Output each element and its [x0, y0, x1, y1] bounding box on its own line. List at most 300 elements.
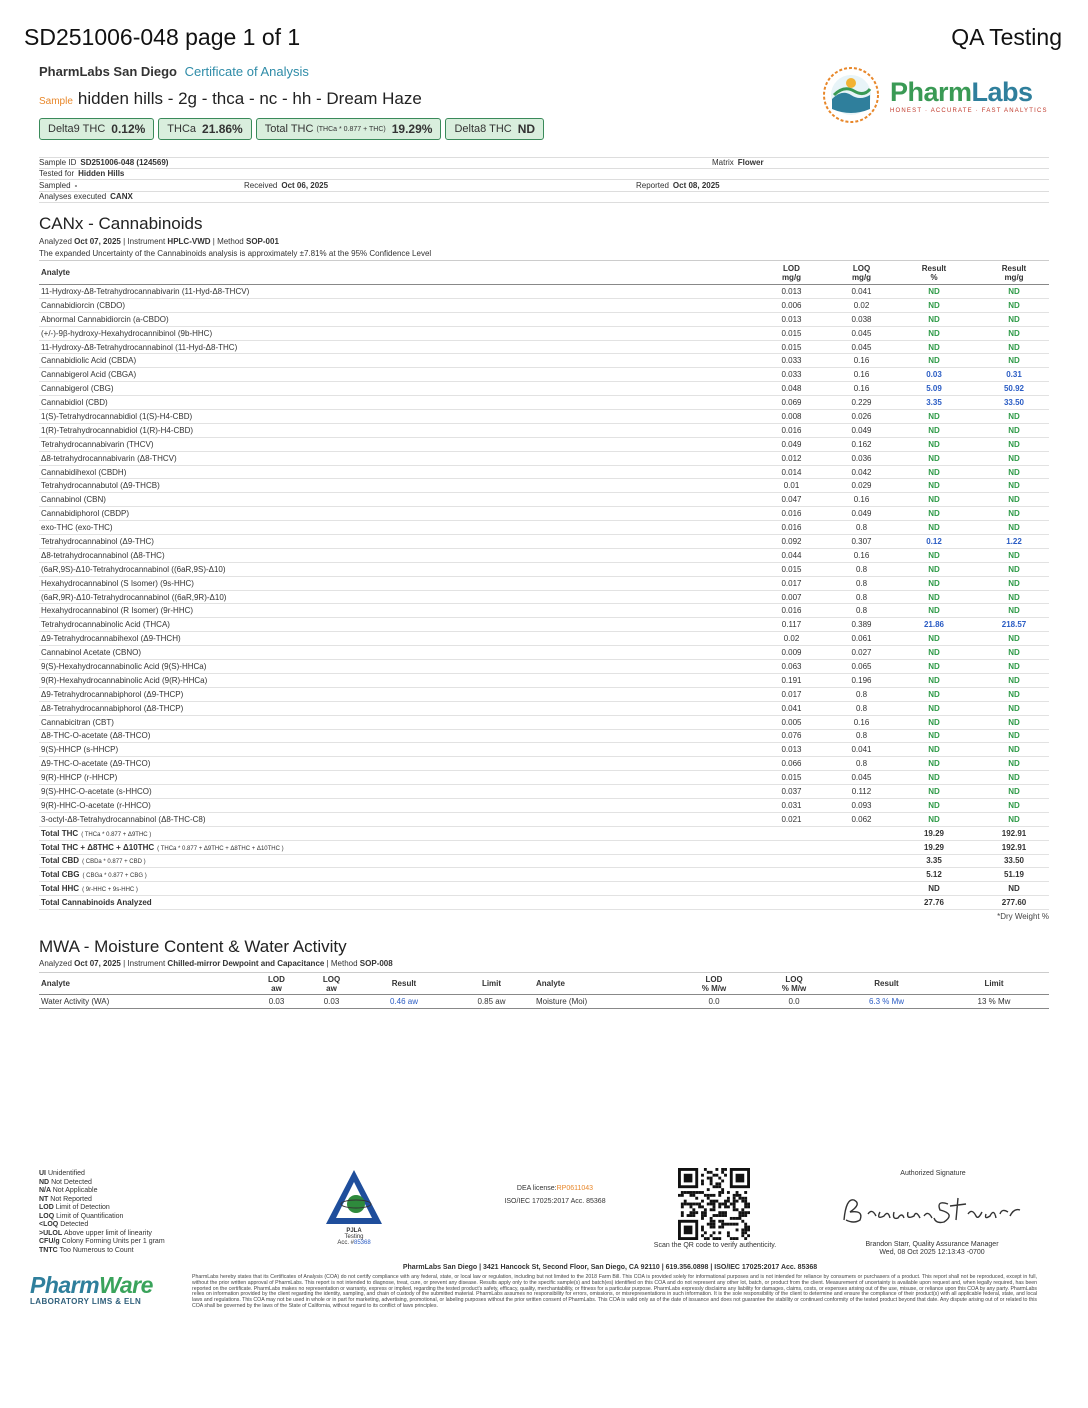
result-mgg: ND: [979, 785, 1049, 799]
result-pct: ND: [889, 562, 979, 576]
dea-label: DEA license:: [516, 1185, 557, 1192]
lod-value: 0.076: [749, 729, 834, 743]
analyte-name: exo-THC (exo-THC): [39, 521, 749, 535]
received-value: Oct 06, 2025: [281, 180, 329, 190]
table-row: [39, 493, 1049, 507]
lod-value: 0.013: [749, 285, 834, 299]
table-row: [39, 590, 1049, 604]
lod-value: 0.016: [749, 507, 834, 521]
analyte-name: Cannabinol (CBN): [39, 493, 749, 507]
legend-meaning: Limit of Detection: [55, 1204, 110, 1211]
loq-value: 0.036: [834, 451, 889, 465]
analyte-name: Cannabidiorcin (CBDO): [39, 298, 749, 312]
result-pct: ND: [889, 687, 979, 701]
logo-tagline: HONEST · ACCURATE · FAST ANALYTICS: [890, 107, 1048, 114]
loq-value: 0.093: [834, 798, 889, 812]
result-pct: ND: [889, 521, 979, 535]
result-mgg: ND: [979, 576, 1049, 590]
pharmware-wordmark: [30, 1272, 170, 1299]
legend-item: [39, 1247, 165, 1256]
analyte-name: Hexahydrocannabinol (R Isomer) (9r-HHC): [39, 604, 749, 618]
lod-value: 0.033: [749, 368, 834, 382]
total-name: Total Cannabinoids Analyzed: [39, 896, 749, 910]
total-formula: ( 9r-HHC + 9s-HHC ): [82, 887, 138, 894]
table-row: [39, 354, 1049, 368]
document-type: QA Testing: [951, 23, 1062, 50]
received-field: [244, 181, 328, 190]
lod-value: 0.015: [749, 562, 834, 576]
pjla-sub: Testing: [344, 1234, 364, 1240]
meta-row-analyses: [39, 192, 1049, 204]
pill-thca: [158, 118, 251, 140]
analyte-name: Δ8-Tetrahydrocannabiphorol (Δ8-THCP): [39, 701, 749, 715]
mwa-cell: 13 % Mw: [939, 995, 1049, 1009]
sample-line: [39, 89, 739, 109]
total-pct: 3.35: [889, 854, 979, 868]
total-name: Total THC ( THCa * 0.877 + Δ9THC ): [39, 826, 749, 840]
total-name: Total CBD ( CBDa * 0.877 + CBD ): [39, 854, 749, 868]
result-mgg: ND: [979, 812, 1049, 826]
result-mgg: ND: [979, 437, 1049, 451]
table-row: [39, 995, 1049, 1009]
pjla-acc-number: 85368: [354, 1240, 371, 1246]
result-pct: ND: [889, 437, 979, 451]
analyte-name: 11-Hydroxy-Δ8-Tetrahydrocannabivarin (11-Hyd-Δ8-THCV): [39, 285, 749, 299]
analyte-name: Δ8-tetrahydrocannabivarin (Δ8-THCV): [39, 451, 749, 465]
result-mgg: ND: [979, 687, 1049, 701]
lab-line: [39, 64, 739, 79]
matrix-value: Flower: [737, 158, 764, 168]
uncertainty-note: The expanded Uncertainty of the Cannabinoids analysis is approximately ±7.81% at the 95% Confidence Level: [39, 249, 432, 258]
total-row: [39, 868, 1049, 882]
table-row: [39, 340, 1049, 354]
lod-value: 0.013: [749, 743, 834, 757]
result-mgg: ND: [979, 673, 1049, 687]
loq-value: 0.16: [834, 382, 889, 396]
analyte-name: Cannabigerol Acid (CBGA): [39, 368, 749, 382]
sampled-value: -: [74, 180, 78, 190]
legend-abbr: LOD: [39, 1204, 56, 1211]
total-row: [39, 896, 1049, 910]
lod-value: 0.191: [749, 673, 834, 687]
result-mgg: ND: [979, 562, 1049, 576]
loq-value: 0.8: [834, 521, 889, 535]
result-pct: 0.03: [889, 368, 979, 382]
col-result-pct: Result %: [889, 261, 979, 285]
result-mgg: ND: [979, 465, 1049, 479]
result-pct: ND: [889, 798, 979, 812]
analyte-name: Δ9-Tetrahydrocannabihexol (Δ9-THCH): [39, 632, 749, 646]
abbreviation-legend: [39, 1170, 165, 1255]
lod-value: 0.008: [749, 410, 834, 424]
instrument-value: Chilled-mirror Dewpoint and Capacitance: [167, 959, 325, 968]
result-mgg: ND: [979, 423, 1049, 437]
analyte-name: (6aR,9S)-Δ10-Tetrahydrocannabinol ((6aR,9S)-Δ10): [39, 562, 749, 576]
lod-value: 0.016: [749, 604, 834, 618]
analyses-value: CANX: [110, 192, 133, 202]
col-result-mgg: Result mg/g: [979, 261, 1049, 285]
col-lod: LOD mg/g: [749, 261, 834, 285]
col-loq: LOQ mg/g: [834, 261, 889, 285]
mwa-col-header: Analyte: [39, 973, 249, 995]
cannabinoids-table: [39, 260, 1049, 910]
table-row: [39, 701, 1049, 715]
result-pct: ND: [889, 285, 979, 299]
lod-value: 0.006: [749, 298, 834, 312]
legend-meaning: Not Reported: [50, 1195, 92, 1203]
analyzed-label: Analyzed: [39, 237, 72, 246]
total-pct: 5.12: [889, 868, 979, 882]
legend-item: [39, 1221, 165, 1230]
lod-value: 0.017: [749, 576, 834, 590]
table-row: [39, 548, 1049, 562]
total-name: Total HHC ( 9r-HHC + 9s-HHC ): [39, 882, 749, 896]
result-pct: ND: [889, 785, 979, 799]
pharmlabs-wordmark: [890, 77, 1048, 108]
instrument-value: HPLC-VWD: [167, 237, 211, 246]
result-mgg: ND: [979, 604, 1049, 618]
sample-tag: Sample: [39, 96, 73, 107]
result-pct: ND: [889, 354, 979, 368]
total-pct: 27.76: [889, 896, 979, 910]
analyte-name: Cannabinol Acetate (CBNO): [39, 646, 749, 660]
table-row: [39, 687, 1049, 701]
analyte-name: Tetrahydrocannabivarin (THCV): [39, 437, 749, 451]
table-row: [39, 285, 1049, 299]
legend-meaning: Detected: [60, 1221, 89, 1228]
result-mgg: ND: [979, 660, 1049, 674]
logo-word-a: Pharm: [890, 76, 972, 107]
table-row: [39, 562, 1049, 576]
loq-value: 0.045: [834, 326, 889, 340]
qr-code-icon[interactable]: [678, 1168, 750, 1240]
tested-for-value: Hidden Hills: [78, 169, 125, 179]
empty-cell: [749, 826, 834, 840]
pill-delta8-thc: [445, 118, 544, 140]
pharmware-tagline: LABORATORY LIMS & ELN: [30, 1297, 142, 1306]
total-formula: ( CBDa * 0.877 + CBD ): [82, 859, 146, 866]
total-mgg: 192.91: [979, 826, 1049, 840]
mwa-col-header: Analyte: [534, 973, 674, 995]
pill-value: ND: [517, 122, 536, 136]
summary-pills: [39, 118, 739, 140]
loq-value: 0.196: [834, 673, 889, 687]
lod-value: 0.044: [749, 548, 834, 562]
method-label: | Method: [212, 237, 244, 246]
legend-abbr: ND: [39, 1178, 52, 1186]
pill-label: Total THC: [264, 123, 314, 135]
analyte-name: 9(S)-Hexahydrocannabinolic Acid (9(S)-HHCa): [39, 660, 749, 674]
legend-abbr: N/A: [39, 1187, 53, 1194]
mwa-col-header: Result: [834, 973, 939, 995]
result-pct: ND: [889, 729, 979, 743]
meta-label: Reported: [636, 180, 669, 190]
result-pct: ND: [889, 660, 979, 674]
total-row: [39, 882, 1049, 896]
lod-value: 0.031: [749, 798, 834, 812]
result-mgg: ND: [979, 326, 1049, 340]
instrument-label: | Instrument: [123, 959, 166, 968]
analyte-name: Δ8-tetrahydrocannabinol (Δ8-THC): [39, 548, 749, 562]
meta-label: Tested for: [39, 169, 75, 179]
empty-cell: [834, 840, 889, 854]
loq-value: 0.229: [834, 396, 889, 410]
mwa-cell: 6.3 % Mw: [834, 995, 939, 1009]
instrument-label: | Instrument: [123, 237, 166, 246]
legend-meaning: Colony Forming Units per 1 gram: [61, 1238, 165, 1245]
pill-delta9-thc: [39, 118, 154, 140]
coa-title: Certificate of Analysis: [184, 64, 309, 79]
total-name: Total CBG ( CBGa * 0.877 + CBG ): [39, 868, 749, 882]
result-pct: ND: [889, 493, 979, 507]
lod-value: 0.005: [749, 715, 834, 729]
result-pct: ND: [889, 340, 979, 354]
result-mgg: ND: [979, 410, 1049, 424]
signatory-name: Brandon Starr, Quality Assurance Manager: [865, 1241, 999, 1248]
legal-disclaimer: PharmLabs hereby states that its Certificates of Analysis (COA) do not certify compliance with any federal, state, or local law or regulation, including but not limited to the 2018 Farm Bill. This COA is provided solely for informational purposes and is not intended for reliance by consumers or purchasers of a product. This report shall not be reproduced, except in full, without the prior written approval of PharmLabs. This report is not intended to diagnose, treat, cure, or prevent any disease. Results apply only to the specific sample(s) and batch(es) identified on this COA and do not represent any other lot, batch, or product from the client. Measurement of uncertainty is available upon request and, when legally required, has been reported on the certificate. PharmLabs makes no representation or warranty, express or implied, regarding the tested product's safety, efficacy, quality, merchantability, or fitness for a particular purpose. PharmLabs expressly disclaims any liability for damages, claims, costs, or expenses arising out of the use, misuse, or reliance upon this COA by any party. PharmLabs relies on information provided by the client regarding the identity, sampling, and chain of custody of the submitted material. PharmLabs assumes no responsibility for errors, omissions, or misrepresentations in such information. It is the sole responsibility of the client to determine and ensure the compliance of their product(s) with all applicable federal, state, and local laws and regulations. This COA may not be used in whole or in part for marketing, advertising, promotional, or labeling purposes without the prior written consent of PharmLabs. This COA is valid only as of the date of issuance and does not guarantee the stability or continued conformity of the tested product beyond that date. Any dispute arising out of or related to this COA shall be governed by the laws of the State of California, without regard to its conflict of laws principles.: [192, 1274, 1037, 1309]
table-row: [39, 396, 1049, 410]
meta-label: Received: [244, 180, 278, 190]
legend-meaning: Not Detected: [51, 1178, 92, 1186]
empty-cell: [834, 896, 889, 910]
result-pct: ND: [889, 298, 979, 312]
signature-date: Wed, 08 Oct 2025 12:13:43 -0700: [879, 1249, 985, 1256]
legend-item: [39, 1238, 165, 1247]
total-row: [39, 840, 1049, 854]
lod-value: 0.017: [749, 687, 834, 701]
analyte-name: Δ8-THC-O-acetate (Δ8-THCO): [39, 729, 749, 743]
analyte-name: Cannabidiolic Acid (CBDA): [39, 354, 749, 368]
pharmlabs-emblem-icon: [818, 65, 884, 125]
lod-value: 0.009: [749, 646, 834, 660]
lod-value: 0.015: [749, 326, 834, 340]
legend-item: [39, 1170, 165, 1179]
total-formula: ( CBGa * 0.877 + CBG ): [82, 873, 147, 880]
result-mgg: ND: [979, 548, 1049, 562]
result-mgg: ND: [979, 701, 1049, 715]
lod-value: 0.037: [749, 785, 834, 799]
lod-value: 0.016: [749, 423, 834, 437]
analyte-name: Tetrahydrocannabinolic Acid (THCA): [39, 618, 749, 632]
result-pct: ND: [889, 590, 979, 604]
result-pct: ND: [889, 576, 979, 590]
logo-word-b: Labs: [971, 76, 1033, 107]
table-row: [39, 382, 1049, 396]
table-row: [39, 368, 1049, 382]
result-pct: ND: [889, 757, 979, 771]
total-formula: ( THCa * 0.877 + Δ9THC + Δ8THC + Δ10THC ): [157, 845, 284, 852]
result-mgg: ND: [979, 646, 1049, 660]
total-mgg: 51.19: [979, 868, 1049, 882]
result-pct: ND: [889, 410, 979, 424]
loq-value: 0.16: [834, 715, 889, 729]
mwa-cell: 0.03: [304, 995, 359, 1009]
pjla-logo-icon: [324, 1168, 384, 1226]
result-mgg: ND: [979, 521, 1049, 535]
mwa-title: MWA - Moisture Content & Water Activity: [39, 937, 347, 956]
lod-value: 0.063: [749, 660, 834, 674]
method-value: SOP-008: [359, 959, 393, 968]
lod-value: 0.117: [749, 618, 834, 632]
total-pct: 19.29: [889, 826, 979, 840]
result-mgg: ND: [979, 285, 1049, 299]
reported-value: Oct 08, 2025: [672, 180, 720, 190]
empty-cell: [749, 882, 834, 896]
loq-value: 0.16: [834, 548, 889, 562]
mwa-cell: 0.0: [674, 995, 754, 1009]
table-row: [39, 437, 1049, 451]
total-mgg: ND: [979, 882, 1049, 896]
table-row: [39, 479, 1049, 493]
meta-label: Matrix: [712, 158, 734, 168]
legend-abbr: <LOQ: [39, 1221, 61, 1228]
table-row: [39, 771, 1049, 785]
legend-abbr: LOQ: [39, 1212, 57, 1220]
report-header: [39, 64, 739, 140]
mwa-analysis-info: [39, 959, 393, 968]
loq-value: 0.8: [834, 701, 889, 715]
lod-value: 0.02: [749, 632, 834, 646]
table-row: [39, 507, 1049, 521]
dea-license: [470, 1182, 640, 1208]
legend-item: [39, 1204, 165, 1213]
document-id: SD251006-048 page 1 of 1: [24, 23, 301, 50]
result-mgg: ND: [979, 715, 1049, 729]
table-row: [39, 451, 1049, 465]
pill-label: THCa: [167, 123, 197, 135]
iso-accreditation: ISO/IEC 17025:2017 Acc. 85368: [504, 1198, 606, 1205]
result-mgg: 50.92: [979, 382, 1049, 396]
table-row: [39, 465, 1049, 479]
table-row: [39, 743, 1049, 757]
legend-item: [39, 1187, 165, 1196]
canx-title: CANx - Cannabinoids: [39, 214, 203, 233]
pill-value: 0.12%: [111, 122, 146, 136]
lod-value: 0.015: [749, 340, 834, 354]
table-row: [39, 410, 1049, 424]
pw-word-b: Ware: [99, 1272, 153, 1298]
analyte-name: Abnormal Cannabidiorcin (a-CBDO): [39, 312, 749, 326]
result-mgg: ND: [979, 493, 1049, 507]
legend-item: [39, 1213, 165, 1222]
loq-value: 0.8: [834, 562, 889, 576]
loq-value: 0.029: [834, 479, 889, 493]
result-mgg: ND: [979, 451, 1049, 465]
footer-address: PharmLabs San Diego | 3421 Hancock St, Second Floor, San Diego, CA 92110 | 619.356.0898 | ISO/IEC 17025:2017 Acc. 85368: [402, 1264, 818, 1271]
table-row: [39, 812, 1049, 826]
lod-value: 0.013: [749, 312, 834, 326]
loq-value: 0.041: [834, 285, 889, 299]
loq-value: 0.162: [834, 437, 889, 451]
result-mgg: ND: [979, 743, 1049, 757]
result-mgg: ND: [979, 312, 1049, 326]
table-row: [39, 604, 1049, 618]
empty-cell: [749, 854, 834, 868]
mwa-col-header: Limit: [939, 973, 1049, 995]
result-pct: ND: [889, 673, 979, 687]
result-pct: ND: [889, 632, 979, 646]
meta-label: Sample ID: [39, 158, 77, 168]
meta-label: Analyses executed: [39, 192, 107, 202]
mwa-cell: 0.46 aw: [359, 995, 449, 1009]
result-pct: ND: [889, 812, 979, 826]
pw-word-a: Pharm: [30, 1272, 100, 1298]
pjla-accreditation: [318, 1168, 390, 1246]
reported-field: [636, 181, 720, 190]
result-mgg: 33.50: [979, 396, 1049, 410]
analyte-name: 9(S)-HHCP (s-HHCP): [39, 743, 749, 757]
result-pct: ND: [889, 312, 979, 326]
result-pct: 5.09: [889, 382, 979, 396]
pill-value: 21.86%: [202, 122, 243, 136]
moisture-table: [39, 972, 1049, 1009]
loq-value: 0.307: [834, 535, 889, 549]
analyte-name: (6aR,9R)-Δ10-Tetrahydrocannabinol ((6aR,9R)-Δ10): [39, 590, 749, 604]
analyte-name: 9(R)-HHCP (r-HHCP): [39, 771, 749, 785]
table-row: [39, 423, 1049, 437]
empty-cell: [749, 896, 834, 910]
loq-value: 0.8: [834, 729, 889, 743]
mwa-col-header: Limit: [449, 973, 534, 995]
result-pct: ND: [889, 479, 979, 493]
analyte-name: Δ9-Tetrahydrocannabiphorol (Δ9-THCP): [39, 687, 749, 701]
result-mgg: ND: [979, 507, 1049, 521]
loq-value: 0.041: [834, 743, 889, 757]
table-row: [39, 673, 1049, 687]
result-mgg: ND: [979, 298, 1049, 312]
total-pct: 19.29: [889, 840, 979, 854]
analyte-name: 9(R)-HHC-O-acetate (r-HHCO): [39, 798, 749, 812]
table-row: [39, 798, 1049, 812]
legend-item: [39, 1196, 165, 1205]
result-pct: ND: [889, 451, 979, 465]
total-row: [39, 854, 1049, 868]
signature-heading: Authorized Signature: [900, 1170, 966, 1177]
sample-name: hidden hills - 2g - thca - nc - hh - Dream Haze: [77, 89, 422, 108]
loq-value: 0.16: [834, 368, 889, 382]
loq-value: 0.02: [834, 298, 889, 312]
lod-value: 0.01: [749, 479, 834, 493]
result-mgg: ND: [979, 729, 1049, 743]
result-pct: ND: [889, 465, 979, 479]
mwa-cell: Water Activity (WA): [39, 995, 249, 1009]
result-mgg: 1.22: [979, 535, 1049, 549]
result-pct: ND: [889, 701, 979, 715]
legend-meaning: Unidentified: [47, 1170, 85, 1177]
analyzed-date: Oct 07, 2025: [74, 959, 121, 968]
result-pct: 3.35: [889, 396, 979, 410]
loq-value: 0.049: [834, 507, 889, 521]
analyte-name: (+/-)-9β-hydroxy-Hexahydrocannibinol (9b-HHC): [39, 326, 749, 340]
canx-analysis-info: [39, 237, 279, 246]
sample-id-value: SD251006-048 (124569): [80, 158, 169, 168]
meta-label: Sampled: [39, 180, 71, 190]
loq-value: 0.038: [834, 312, 889, 326]
loq-value: 0.8: [834, 757, 889, 771]
table-row: [39, 298, 1049, 312]
analyte-name: Hexahydrocannabinol (S Isomer) (9s-HHC): [39, 576, 749, 590]
analyte-name: 3-octyl-Δ8-Tetrahydrocannabinol (Δ8-THC-C8): [39, 812, 749, 826]
legend-abbr: NT: [39, 1195, 51, 1203]
mwa-cell: 0.85 aw: [449, 995, 534, 1009]
legend-meaning: Too Numerous to Count: [59, 1246, 134, 1254]
loq-value: 0.8: [834, 687, 889, 701]
legend-abbr: TNTC: [39, 1246, 60, 1254]
meta-row-id: [39, 157, 1049, 169]
table-header-row: [39, 973, 1049, 995]
pill-value: 19.29%: [391, 122, 433, 136]
loq-value: 0.062: [834, 812, 889, 826]
